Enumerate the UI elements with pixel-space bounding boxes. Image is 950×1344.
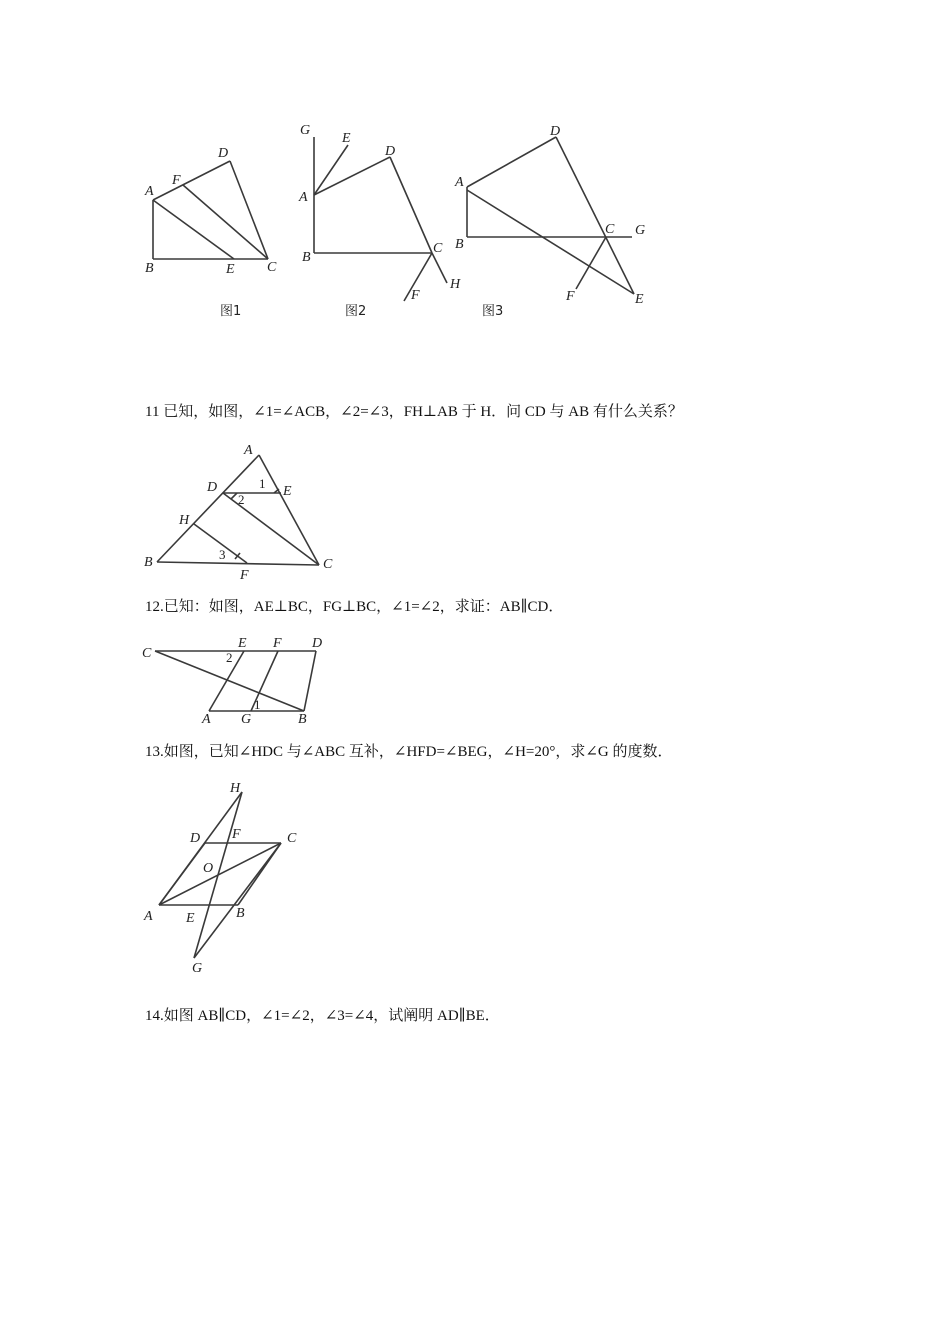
q13-label-d: D bbox=[190, 831, 201, 846]
q13-label-g: G bbox=[192, 961, 203, 976]
question-12-diagram bbox=[138, 632, 333, 727]
q11-label-a: A bbox=[244, 443, 253, 458]
fig1-label-d: D bbox=[218, 146, 229, 161]
q11-label-h: H bbox=[179, 513, 190, 528]
question-14-text: 14.如图 AB∥CD，∠1=∠2，∠3=∠4，试阐明 AD∥BE． bbox=[145, 1008, 500, 1024]
q13-label-b: B bbox=[236, 906, 245, 921]
figure-1-diagram bbox=[135, 135, 295, 285]
q11-label-e: E bbox=[283, 484, 292, 499]
q13-label-c: C bbox=[287, 831, 297, 846]
q11-angle-2: 2 bbox=[238, 492, 245, 507]
q12-label-b: B bbox=[298, 712, 307, 727]
fig2-label-b: B bbox=[302, 250, 311, 265]
q13-label-f: F bbox=[232, 827, 241, 842]
fig1-label-a: A bbox=[145, 184, 154, 199]
q12-label-a: A bbox=[202, 712, 211, 727]
q11-angle-1: 1 bbox=[259, 476, 266, 491]
q11-angle-3: 3 bbox=[219, 547, 226, 562]
q12-label-g: G bbox=[241, 712, 252, 727]
fig3-label-d: D bbox=[550, 124, 561, 139]
fig2-label-d: D bbox=[385, 144, 396, 159]
q13-label-h: H bbox=[230, 781, 241, 796]
fig3-label-e: E bbox=[635, 292, 644, 307]
fig2-label-c: C bbox=[433, 241, 443, 256]
q11-label-f: F bbox=[240, 568, 249, 583]
q11-label-b: B bbox=[144, 555, 153, 570]
q12-label-d: D bbox=[312, 636, 323, 651]
fig2-label-f: F bbox=[411, 288, 420, 303]
fig1-label-b: B bbox=[145, 261, 154, 276]
figure-3-diagram bbox=[450, 118, 660, 308]
fig1-label-c: C bbox=[267, 260, 277, 275]
fig2-label-e: E bbox=[342, 131, 351, 146]
figure-2-caption: 图2 bbox=[345, 304, 367, 319]
question-11-text: 11 已知，如图，∠1=∠ACB，∠2=∠3，FH⊥AB 于 H．问 CD 与 AB 有什么关系？ bbox=[145, 404, 683, 420]
fig2-label-a: A bbox=[299, 190, 308, 205]
fig3-label-b: B bbox=[455, 237, 464, 252]
fig1-label-f: F bbox=[172, 173, 181, 188]
q12-angle-2: 2 bbox=[226, 650, 233, 665]
q12-angle-1: 1 bbox=[254, 697, 261, 712]
q13-label-e: E bbox=[186, 911, 195, 926]
question-11-diagram bbox=[140, 438, 340, 583]
q12-label-f: F bbox=[273, 636, 282, 651]
question-13-diagram bbox=[140, 776, 310, 976]
q11-label-c: C bbox=[323, 557, 333, 572]
question-13-text: 13.如图，已知∠HDC 与∠ABC 互补，∠HFD=∠BEG，∠H=20°，求∠G 的度数． bbox=[145, 744, 673, 760]
fig1-label-e: E bbox=[226, 262, 235, 277]
fig3-label-f: F bbox=[566, 289, 575, 304]
figure-1-caption: 图1 bbox=[220, 304, 242, 319]
q11-label-d: D bbox=[207, 480, 218, 495]
fig2-label-g: G bbox=[300, 123, 311, 138]
question-12-text: 12.已知：如图，AE⊥BC，FG⊥BC，∠1=∠2，求证：AB∥CD． bbox=[145, 599, 564, 615]
fig3-label-c: C bbox=[605, 222, 615, 237]
q12-label-e: E bbox=[238, 636, 247, 651]
figure-2-diagram bbox=[295, 120, 470, 305]
fig3-label-a: A bbox=[455, 175, 464, 190]
q13-label-o: O bbox=[203, 861, 214, 876]
q13-label-a: A bbox=[144, 909, 153, 924]
fig3-label-g: G bbox=[635, 223, 646, 238]
figure-3-caption: 图3 bbox=[482, 304, 504, 319]
q12-label-c: C bbox=[142, 646, 152, 661]
fig2-label-h: H bbox=[450, 277, 461, 292]
